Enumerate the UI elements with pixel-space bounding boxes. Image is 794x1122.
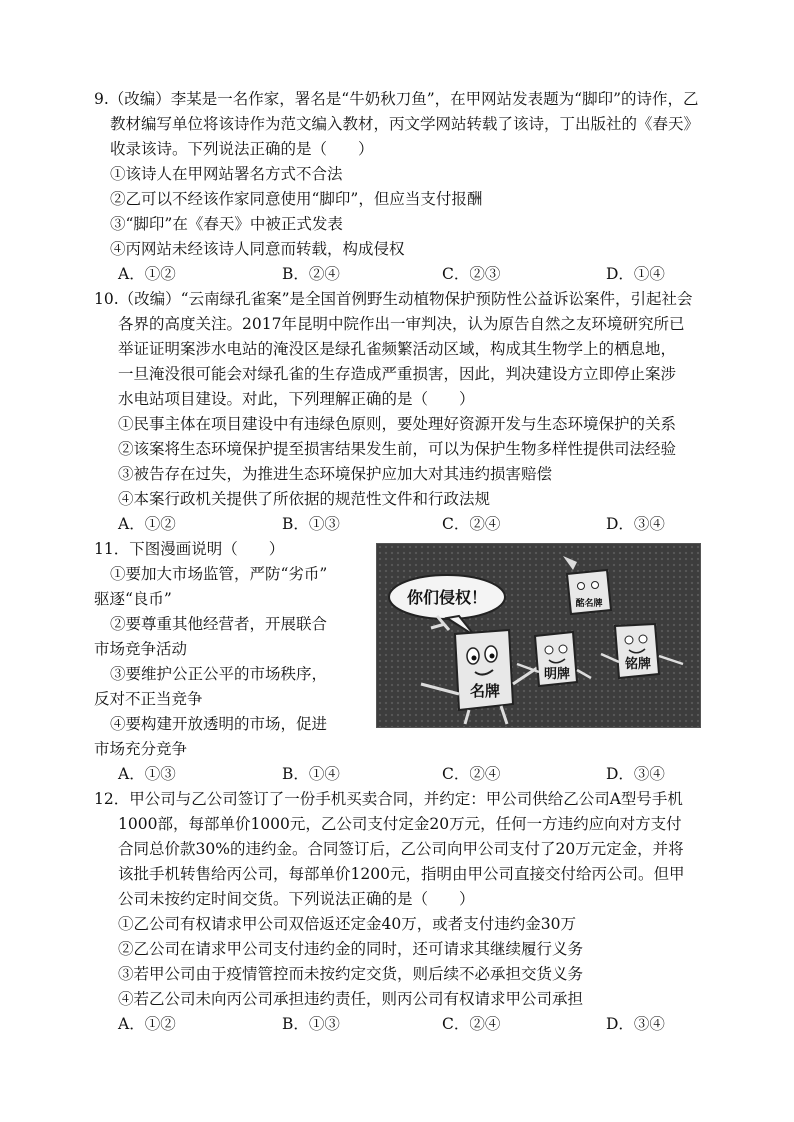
q11-stem: 11．下图漫画说明（ ） (94, 540, 285, 558)
q12-stem-line-2: 1000部，每部单价1000元，乙公司支付定金20万元，任何一方违约应向对方支付 (118, 815, 682, 833)
q10-statement-3: ③被告存在过失，为推进生态环境保护应加大对其违约损害赔偿 (118, 465, 553, 483)
q10-stem-line-4: 一旦淹没很可能会对绿孔雀的生存造成严重损害，因此，判决建设方立即停止案涉 (118, 365, 677, 383)
q10-stem-line-1: 10.（改编）“云南绿孔雀案”是全国首例野生动植物保护预防性公益诉讼案件，引起社会 (94, 290, 693, 308)
q11-option-d[interactable]: D．③④ (606, 765, 665, 783)
q9-stem-line-3: 收录该诗。下列说法正确的是（ ） (110, 140, 374, 158)
speech-text: 你们侵权！ (406, 588, 488, 607)
q11-statement-2: ②要尊重其他经营者，开展联合 (110, 615, 328, 633)
q11-option-c[interactable]: C．②④ (442, 765, 501, 783)
q11-statement-4-cont: 市场充分竞争 (94, 740, 188, 758)
q11-statement-1: ①要加大市场监管，严防“劣币” (110, 565, 328, 583)
q11-statement-3: ③要维护公正公平的市场秩序， (110, 665, 328, 683)
q12-stem-line-1: 12．甲公司与乙公司签订了一份手机买卖合同，并约定：甲公司供给乙公司A型号手机 (94, 790, 683, 808)
q9-statement-2: ②乙可以不经该作家同意使用“脚印”，但应当支付报酬 (110, 190, 483, 208)
label-mingpai-2: 明牌 (543, 667, 571, 682)
q12-option-b[interactable]: B．①③ (282, 1015, 340, 1033)
q10-statement-4: ④本案行政机关提供了所依据的规范性文件和行政法规 (118, 490, 491, 508)
q9-stem-line-1: 9.（改编）李某是一名作家，署名是“牛奶秋刀鱼”，在甲网站发表题为“脚印”的诗作，乙 (94, 90, 699, 108)
q10-stem-line-2: 各界的高度关注。2017年昆明中院作出一审判决，认为原告自然之友环境研究所已 (118, 315, 685, 333)
q12-statement-2: ②乙公司在请求甲公司支付违约金的同时，还可请求其继续履行义务 (118, 940, 584, 958)
q9-option-d[interactable]: D．①④ (606, 265, 665, 283)
q11-statement-1-cont: 驱逐“良币” (94, 590, 172, 608)
q9-option-b[interactable]: B．②④ (282, 265, 340, 283)
q9-statement-4: ④丙网站未经该诗人同意而转载，构成侵权 (110, 240, 405, 258)
q9-option-a[interactable]: A．①② (118, 265, 176, 283)
label-mingpai: 名牌 (469, 682, 501, 700)
q12-stem-line-3: 合同总价款30%的违约金。合同签订后，乙公司向甲公司支付了20万元定金，并将 (118, 840, 684, 858)
q12-stem-line-5: 公司未按约定时间交货。下列说法正确的是（ ） (118, 890, 475, 908)
q12-stem-line-4: 该批手机转售给丙公司，每部单价1200元，指明由甲公司直接交付给丙公司。但甲 (118, 865, 685, 883)
q9-stem-line-2: 教材编写单位将该诗作为范文编入教材，丙文学网站转载了该诗，丁出版社的《春天》 (110, 115, 700, 133)
q9-statement-3: ③“脚印”在《春天》中被正式发表 (110, 215, 343, 233)
q10-statement-2: ②该案将生态环境保护提至损害结果发生前，可以为保护生物多样性提供司法经验 (118, 440, 677, 458)
q12-option-c[interactable]: C．②④ (442, 1015, 501, 1033)
q12-option-a[interactable]: A．①② (118, 1015, 176, 1033)
q11-statement-2-cont: 市场竞争活动 (94, 640, 188, 658)
q9-statement-1: ①该诗人在甲网站署名方式不合法 (110, 165, 343, 183)
q10-option-b[interactable]: B．①③ (282, 515, 340, 533)
q10-option-c[interactable]: C．②④ (442, 515, 501, 533)
q11-option-a[interactable]: A．①③ (118, 765, 176, 783)
q11-statement-3-cont: 反对不正当竞争 (94, 690, 203, 708)
label-mingpai-3: 铭牌 (624, 657, 652, 672)
q12-statement-3: ③若甲公司由于疫情管控而未按约定交货，则后续不必承担交货义务 (118, 965, 584, 983)
q12-statement-1: ①乙公司有权请求甲公司双倍返还定金40万，或者支付违约金30万 (118, 915, 576, 933)
q10-stem-line-5: 水电站项目建设。对此，下列理解正确的是（ ） (118, 390, 475, 408)
q12-option-d[interactable]: D．③④ (606, 1015, 665, 1033)
q10-option-a[interactable]: A．①② (118, 515, 176, 533)
q10-statement-1: ①民事主体在项目建设中有违绿色原则，要处理好资源开发与生态环境保护的关系 (118, 415, 677, 433)
q10-option-d[interactable]: D．③④ (606, 515, 665, 533)
label-top-card: 酩名牌 (575, 599, 603, 609)
q9-option-c[interactable]: C．②③ (442, 265, 501, 283)
q11-statement-4: ④要构建开放透明的市场，促进 (110, 715, 328, 733)
q11-option-b[interactable]: B．①④ (282, 765, 340, 783)
q10-stem-line-3: 举证证明案涉水电站的淹没区是绿孔雀频繁活动区域，构成其生物学上的栖息地， (118, 340, 677, 358)
q12-statement-4: ④若乙公司未向丙公司承担违约责任，则丙公司有权请求甲公司承担 (118, 990, 584, 1008)
cartoon-image (376, 543, 701, 728)
